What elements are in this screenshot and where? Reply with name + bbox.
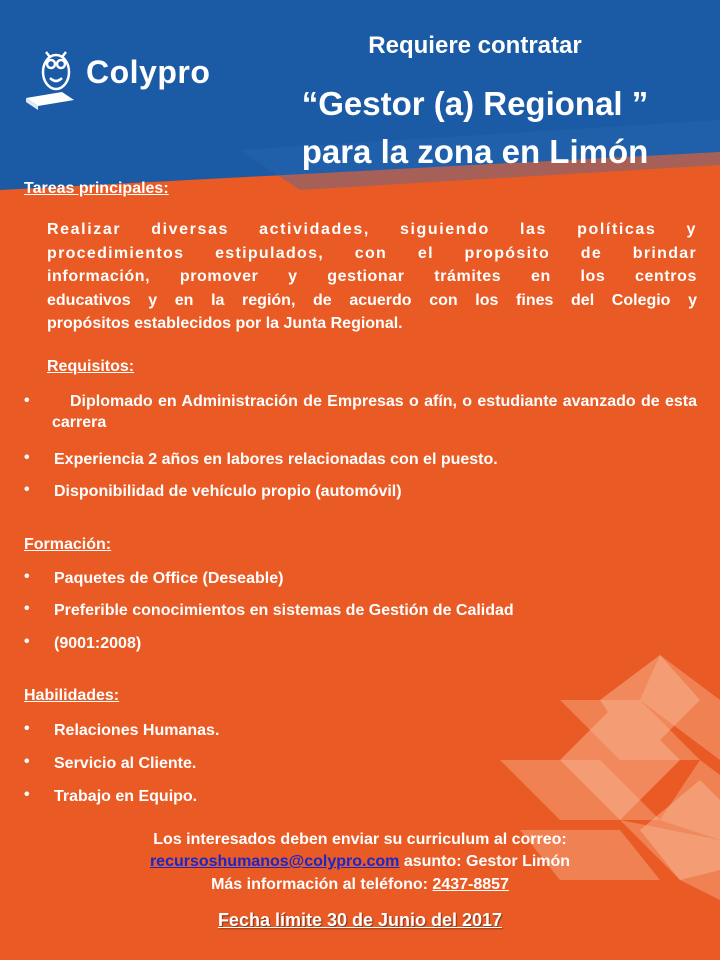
colypro-logo [22, 40, 222, 110]
formacion-title: Formación: [24, 536, 112, 553]
tareas-line: Realizar diversas actividades, siguiendo las políticas y [47, 221, 697, 238]
formacion-item: (9001:2008) [54, 635, 142, 652]
footer-instruction: Los interesados deben enviar su curriculum al correo: [153, 831, 567, 848]
bullet-icon: • [24, 633, 30, 650]
habilidad-item: Servicio al Cliente. [54, 755, 197, 772]
requisito-item: Disponibilidad de vehículo propio (automóvil) [54, 483, 402, 500]
tareas-line: procedimientos estipulados, con el propósito de brindar [47, 244, 697, 262]
habilidad-item: Trabajo en Equipo. [54, 788, 198, 805]
tareas-line: propósitos establecidos por la Junta Regional. [47, 315, 403, 332]
requisitos-title: Requisitos: [47, 358, 135, 375]
email-link[interactable]: recursoshumanos@colypro.com [149, 853, 400, 870]
bullet-icon: • [24, 481, 30, 498]
bullet-icon: • [24, 720, 30, 737]
bullet-icon: • [24, 600, 30, 617]
footer-email-line [0, 853, 720, 871]
footer-phone-line [0, 876, 720, 894]
requisito-text: Diplomado en Administración de Empresas o afín, o estudiante avanzado de esta carrera [52, 393, 697, 431]
bullet-icon: • [24, 786, 30, 803]
requisito-item [52, 391, 697, 433]
logo-text: Colypro [86, 54, 211, 90]
phone-link[interactable]: 2437-8857 [432, 876, 509, 893]
bullet-icon: • [24, 753, 30, 770]
habilidad-item: Relaciones Humanas. [54, 722, 220, 739]
job-title-line1: “Gestor (a) Regional ” [301, 85, 649, 122]
habilidades-title: Habilidades: [24, 687, 120, 704]
tareas-line: información, promover y gestionar trámites en los centros [47, 268, 697, 285]
tareas-title: Tareas principales: [24, 180, 169, 197]
formacion-item: Preferible conocimientos en sistemas de Gestión de Calidad [54, 602, 514, 619]
bullet-icon: • [24, 392, 30, 409]
header-subtitle: Requiere contratar [368, 32, 582, 59]
owl-on-book-icon [22, 40, 82, 110]
bullet-icon: • [24, 449, 30, 466]
formacion-item: Paquetes de Office (Deseable) [54, 570, 284, 587]
phone-label: Más información al teléfono: [211, 876, 433, 893]
bullet-icon: • [24, 568, 30, 585]
deadline: Fecha límite 30 de Junio del 2017 [217, 910, 503, 930]
tareas-paragraph [47, 218, 697, 336]
job-title-line2: para la zona en Limón [301, 133, 649, 170]
email-subject: asunto: Gestor Limón [399, 853, 571, 870]
job-title [245, 80, 705, 176]
requisito-item: Experiencia 2 años en labores relacionadas con el puesto. [54, 451, 498, 468]
tareas-line: educativos y en la región, de acuerdo con los fines del Colegio y [47, 291, 697, 309]
